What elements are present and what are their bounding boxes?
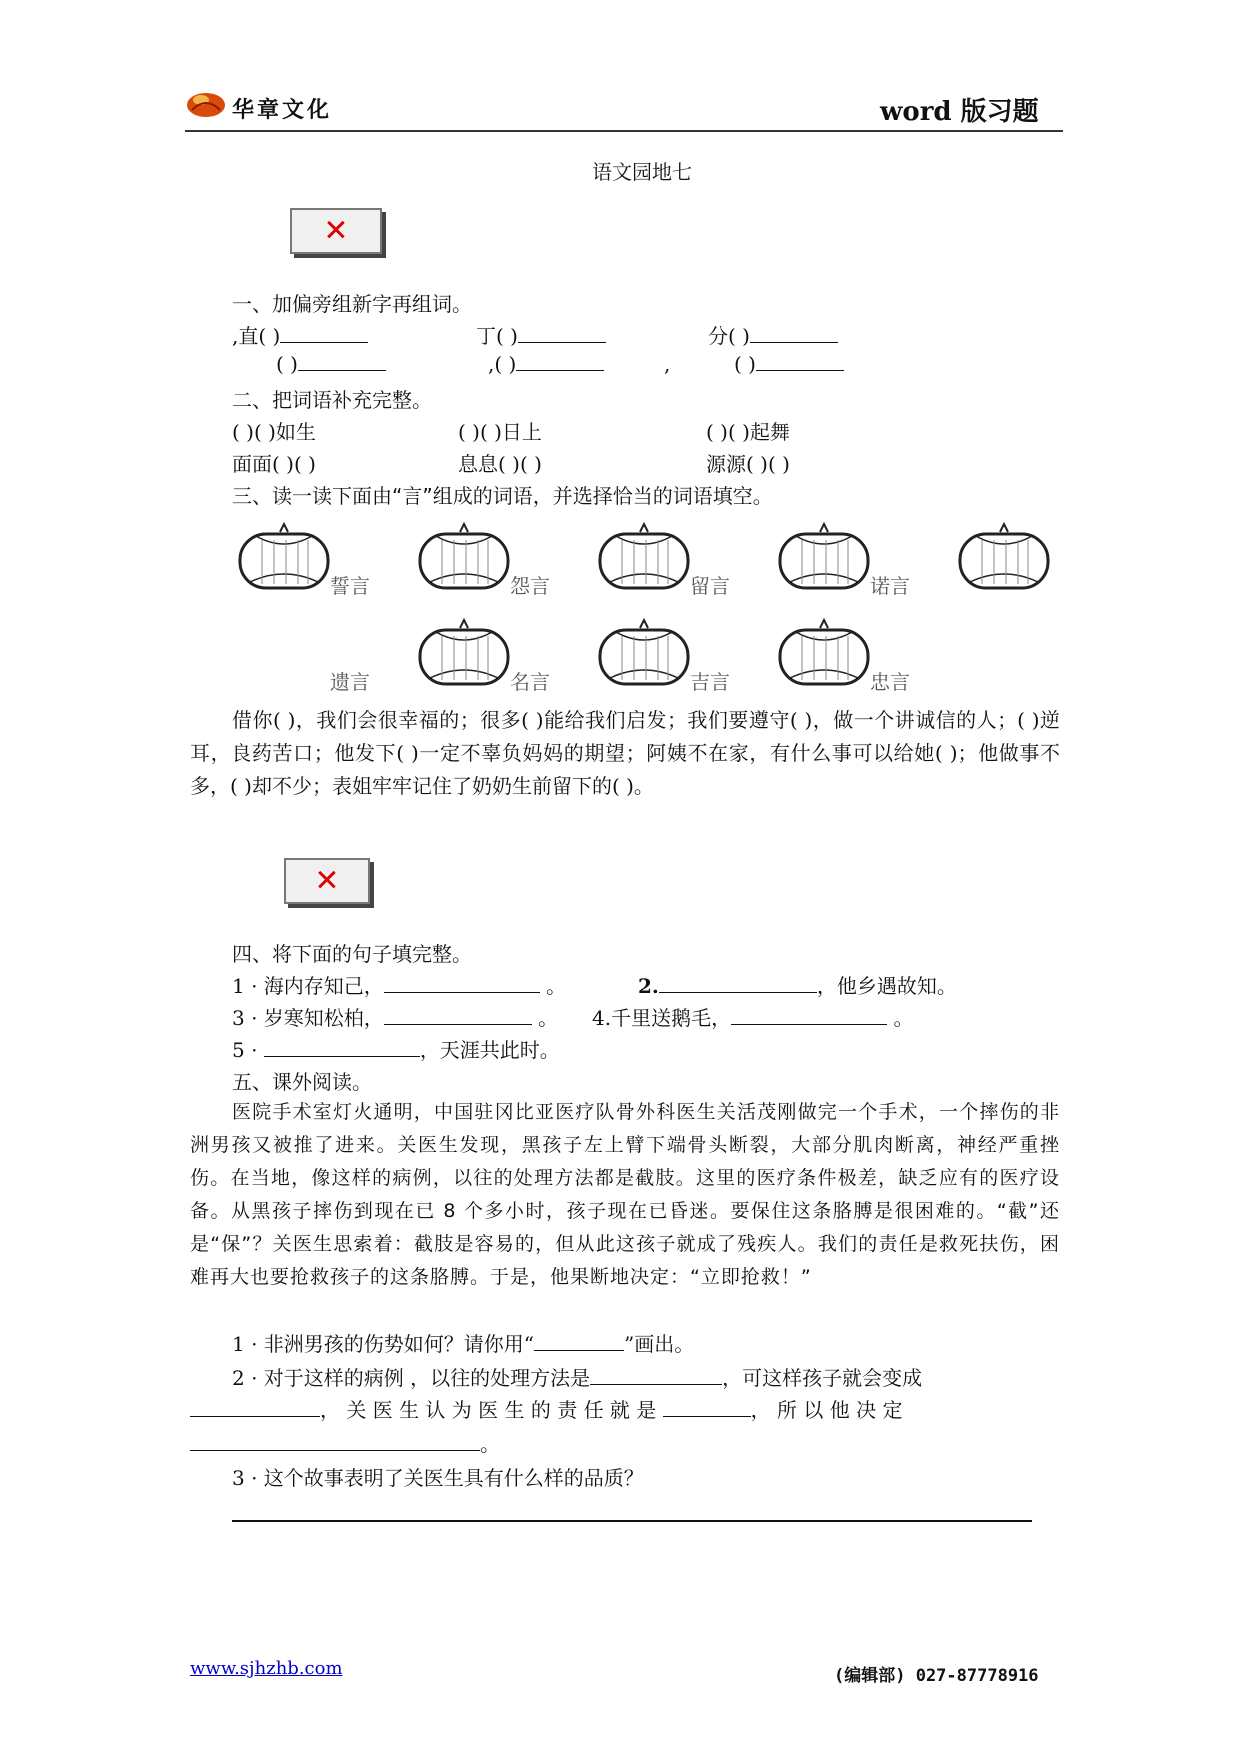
logo bbox=[186, 88, 226, 118]
s1-r1-c1: ,直( ) bbox=[232, 320, 368, 349]
section-2-heading: 二、把词语补充完整。 bbox=[232, 388, 432, 412]
q1: 1 · 非洲男孩的伤势如何？请你用“ ”画出。 bbox=[232, 1332, 695, 1356]
q2-line2: ， 关 医 生 认 为 医 生 的 责 任 就 是 ， 所 以 他 决 定 bbox=[190, 1394, 902, 1423]
section-4-heading: 四、将下面的句子填完整。 bbox=[232, 942, 472, 966]
s4-line1-right: 2. ，他乡遇故知。 bbox=[638, 974, 957, 998]
s1-r2-c2: ,( ) bbox=[488, 352, 604, 376]
s2-r1-c3: ( )( )起舞 bbox=[706, 420, 790, 444]
broken-image-icon: ✕ bbox=[323, 213, 349, 249]
pumpkin-icon bbox=[236, 522, 332, 592]
q3-answer-line bbox=[232, 1520, 1032, 1522]
header-divider bbox=[185, 130, 1063, 132]
section-3-heading: 三、读一读下面由“言”组成的词语，并选择恰当的词语填空。 bbox=[232, 484, 773, 508]
word-shiyan: 誓言 bbox=[330, 574, 370, 598]
pumpkin-icon bbox=[956, 522, 1052, 592]
pumpkin-icon bbox=[596, 522, 692, 592]
s1-r2-c1: ( ) bbox=[276, 352, 386, 376]
broken-image-icon: ✕ bbox=[314, 863, 340, 899]
logo-mark-icon bbox=[186, 88, 226, 118]
pumpkin-icon bbox=[416, 618, 512, 688]
word-mingyan: 名言 bbox=[510, 670, 550, 694]
q2-line1: 2 · 对于这样的病例 ，以往的处理方法是 ，可这样孩子就会变成 bbox=[232, 1366, 923, 1390]
s4-line2: 3 · 岁寒知松柏， 。 bbox=[232, 1006, 559, 1030]
brand-name: 华章文化 bbox=[232, 98, 333, 123]
section-3-paragraph: 借你( )，我们会很幸福的；很多( )能给我们启发；我们要遵守( )，做一个讲诚信的人；( )逆耳，良药苦口；他发下( )一定不辜负妈妈的期望；阿姨不在家，有什么事可以给她( )；他做事不多，( )却不少；表姐牢牢记住了奶奶生前留下的( )。 bbox=[190, 708, 1060, 798]
pumpkin-icon bbox=[776, 618, 872, 688]
word-liuyan: 留言 bbox=[690, 574, 730, 598]
s4-line1: 1 · 海内存知己， 。 bbox=[232, 974, 567, 998]
footer-website-link[interactable]: www.sjhzhb.com bbox=[190, 1658, 343, 1679]
s2-r1-c1: ( )( )如生 bbox=[232, 420, 316, 444]
footer-contact: (编辑部) 027-87778916 bbox=[834, 1666, 1039, 1686]
pumpkin-icon bbox=[416, 522, 512, 592]
word-zhongyan: 忠言 bbox=[870, 670, 910, 694]
s2-r2-c2: 息息( )( ) bbox=[458, 452, 542, 476]
broken-image-1 bbox=[290, 208, 382, 254]
s2-r2-c1: 面面( )( ) bbox=[232, 452, 316, 476]
word-nuoyan: 诺言 bbox=[870, 574, 910, 598]
s4-line2-right: 4.千里送鹅毛， 。 bbox=[592, 1006, 914, 1030]
word-yiyan: 遗言 bbox=[330, 670, 370, 694]
header-right-title: word 版习题 bbox=[880, 97, 1039, 127]
word-jiyan: 吉言 bbox=[690, 670, 730, 694]
pumpkin-icon bbox=[776, 522, 872, 592]
page-title: 语文园地七 bbox=[592, 160, 692, 184]
pumpkin-icon bbox=[596, 618, 692, 688]
s1-r1-c2: 丁( ) bbox=[476, 320, 606, 349]
s4-line3: 5 · ，天涯共此时。 bbox=[232, 1038, 560, 1062]
s1-r1-c3: 分( ) bbox=[708, 320, 838, 349]
s2-r2-c3: 源源( )( ) bbox=[706, 452, 790, 476]
s1-r2-c4: ( ) bbox=[734, 352, 844, 376]
reading-passage: 医院手术室灯火通明，中国驻冈比亚医疗队骨外科医生关活茂刚做完一个手术，一个摔伤的非洲男孩又被推了进来。关医生发现，黑孩子左上臂下端骨头断裂，大部分肌肉断离，神经严重挫伤。在当地，像这样的病例，以往的处理方法都是截肢。这里的医疗条件极差，缺乏应有的医疗设备。从黑孩子摔伤到现在已 8 个多小时，孩子现在已昏迷。要保住这条胳膊是很困难的。“截”还是“保”？关医生思索着：截肢是容易的，但从此这孩子就成了残疾人。我们的责任是救死扶伤，困难再大也要抢救孩子的这条胳膊。于是，他果断地决定：“立即抢救！” bbox=[190, 1101, 1060, 1288]
s2-r1-c2: ( )( )日上 bbox=[458, 420, 542, 444]
q3: 3 · 这个故事表明了关医生具有什么样的品质？ bbox=[232, 1466, 644, 1490]
word-yuanyan: 怨言 bbox=[510, 574, 550, 598]
section-5-heading: 五、课外阅读。 bbox=[232, 1070, 372, 1094]
q2-line3: 。 bbox=[190, 1428, 500, 1457]
section-1-heading: 一、加偏旁组新字再组词。 bbox=[232, 292, 472, 316]
broken-image-2 bbox=[284, 858, 370, 904]
s1-r2-c3: , bbox=[664, 352, 671, 376]
